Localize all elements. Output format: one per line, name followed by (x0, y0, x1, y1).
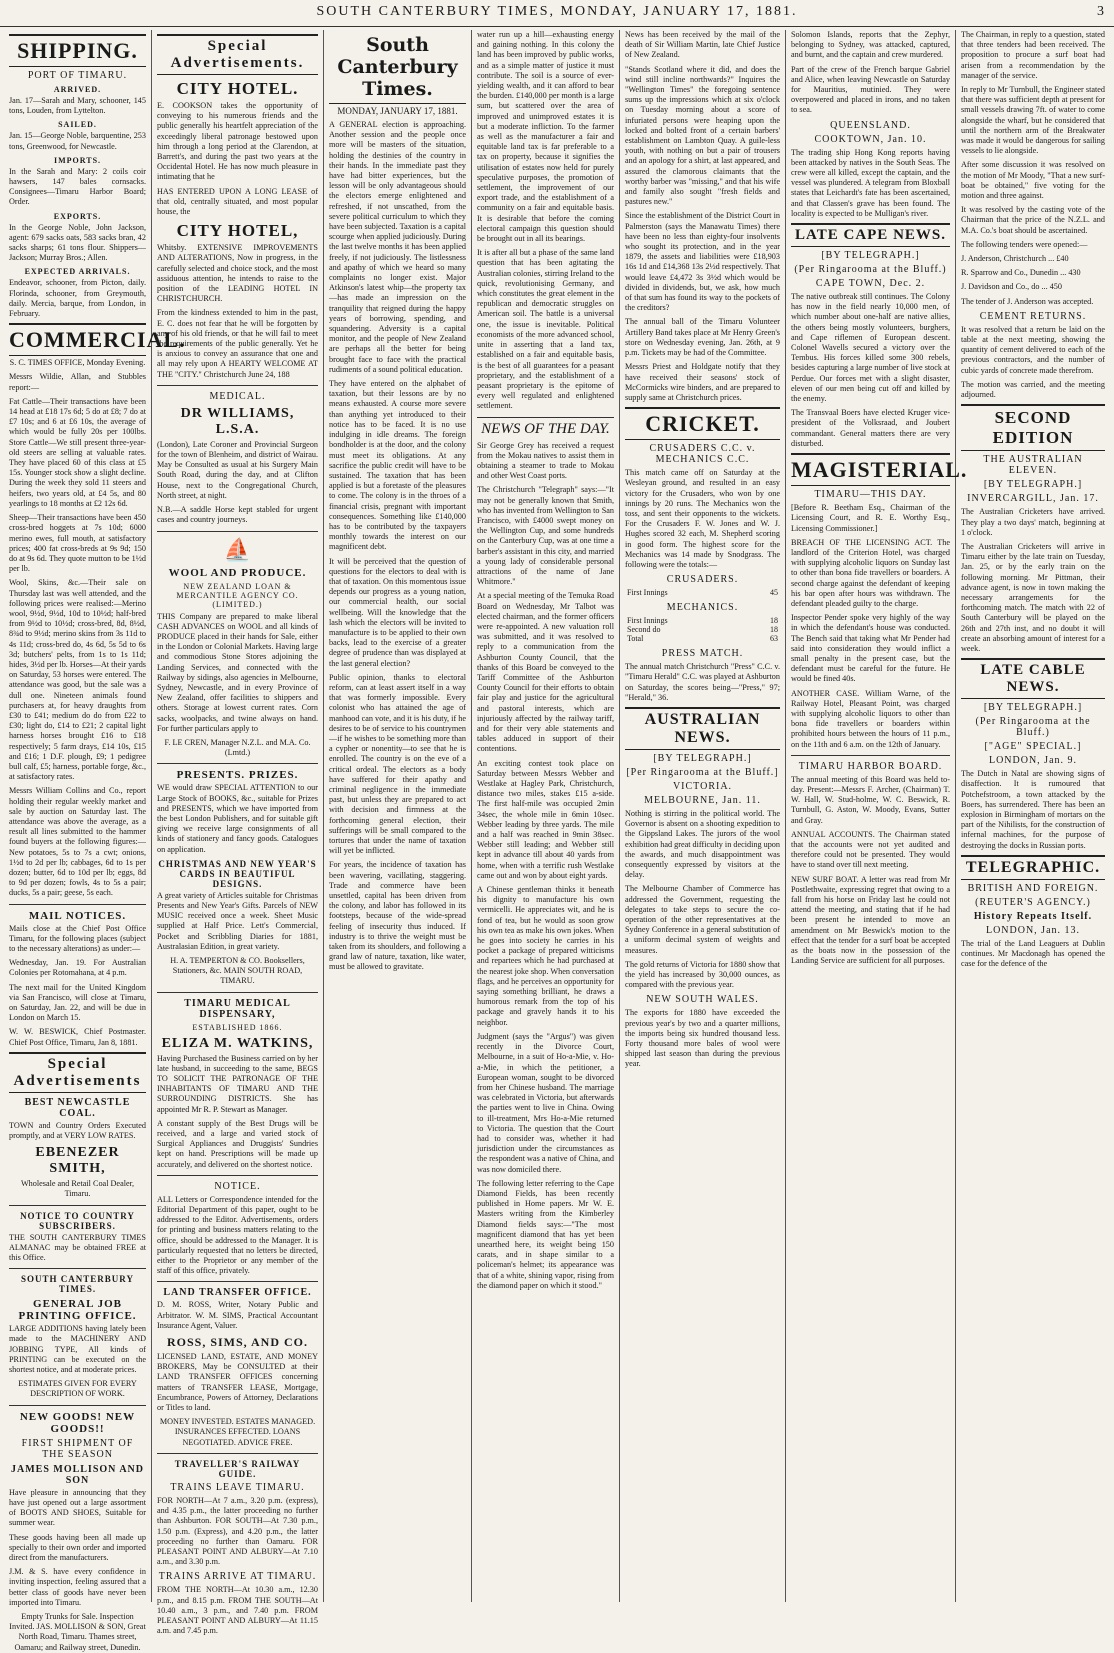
total-label: Total (627, 634, 644, 644)
masthead (0, 0, 1114, 27)
printing-subheading: GENERAL JOB PRINTING OFFICE. (18, 1298, 137, 1323)
harbor-board-text: The motion was carried, and the meeting adjourned. (961, 379, 1105, 400)
exports-label: EXPORTS. (53, 211, 102, 221)
magisterial-text: Inspector Pender spoke very highly of the way in which the defendant's house was conducted. The Bench said that taking what Mr Pender had said into consideration they would inflict a small penalty in the present case, but the defendant must be careful for the future. He would be fined 40s. (791, 613, 950, 684)
harbor-board-text: The following tenders were opened:— (961, 239, 1088, 249)
doctor-name: DR WILLIAMS, L.S.A. (180, 405, 295, 437)
telegraphic-headline: History Repeats Itself. (973, 910, 1093, 922)
land-office-text: D. M. ROSS, Writer, Notary Public and Arbitrator. W. M. SIMS, Practical Accountant Insurance Agent, Valuer. (157, 1300, 318, 1330)
table-row (625, 588, 780, 597)
queensland-heading: QUEENSLAND. (830, 119, 911, 131)
land-office-text: MONEY INVESTED. ESTATES MANAGED. INSURANCES EFFECTED. LOANS NEGOTIATED. ADVICE FREE. (159, 1417, 316, 1447)
press-match-heading: PRESS MATCH. (661, 648, 744, 660)
harbor-board-text: ANNUAL ACCOUNTS. The Chairman stated that the accounts were not yet audited and therefore could not be presented. They would have to stand over till next meeting. (791, 829, 950, 870)
divider (9, 1205, 146, 1206)
sailing-ship-icon: ⛵ (223, 536, 252, 562)
queensland-text: The trading ship Hong Kong reports having been attacked by natives in the South Seas. The crew were all killed, except the captain, and the vessel was plundered. A telegram from Bloxball states that Leichardt's fate has been ascertained, and that Classen's grave has been found. The locality is expected to be Mulligan's river. (791, 147, 950, 218)
hotel-text: E. COOKSON takes the opportunity of conveying to his numerous friends and the public generally his heartfelt appreciation of the exceedingly liberal patronage bestowed upon him through a long period at the Clarendon, at Barrett's, and during the past two years at the Occidental Hotel. He has now much pleasure in intimating that he (157, 101, 318, 182)
cards-heading: CHRISTMAS AND NEW YEAR'S CARDS IN BEAUTIFUL DESIGNS. (158, 858, 317, 889)
news-item: Since the establishment of the District Court in Palmerston (says the Manawatu Times) there have been no less than eighty-four insolvents who sought its protection, and in the year 1879, the assets and liabilities were £18,903 16s 1d and £14,368 13s 2½d respectively. That would leave £4,472 3s 3½d which would be divided in dividends, but, we ask, how much of that sum has found its way to the pockets of the creditors? (625, 211, 780, 313)
cards-text: A great variety of Articles suitable for Christmas Presents and New Year's Gifts. Parcels of NEW MUSIC received once a week. Sheet Music supplied at Half Price. Lett's Commercial, Pocket and Scribbling Diaries for 1881, Australasian Edition, in great variety. (157, 890, 318, 951)
cement-label: CEMENT RETURNS. (979, 310, 1087, 322)
presents-heading: PRESENTS. PRIZES. (176, 769, 299, 782)
crusaders-label: CRUSADERS. (666, 574, 739, 586)
dispensary-text: Having Purchased the Business carried on by her late husband, in succeeding to the same, BEGS TO SOLICIT THE PATRONAGE OF THE INHABITANTS OF TIMARU AND THE SURROUNDING DISTRICTS. She has appointed Mr R. P. Stewart as Manager. (157, 1053, 318, 1114)
crusaders-score-table (625, 588, 780, 597)
telegraphic-dateline: LONDON, Jan. 13. (985, 924, 1081, 936)
presents-text: WE would draw SPECIAL ATTENTION to our Large Stock of BOOKS, &c., suitable for Prizes and PRESENTS, which we have imported from the best London Publishers, and for suitable gift giving we receive large consignments of all kinds of stationery and fancy goods. Catalogues on application. (157, 783, 318, 854)
cape-news-heading: LATE CAPE NEWS. (791, 223, 950, 247)
magisterial-subheading: TIMARU—THIS DAY. (814, 489, 927, 501)
railway-heading: TRAVELLER'S RAILWAY GUIDE. (174, 1458, 301, 1479)
victoria-dateline: MELBOURNE, Jan. 11. (644, 794, 761, 806)
divider (157, 385, 318, 386)
hotel-text: From the kindness extended to him in the past, E. C. does not fear that he will be forgotten by any of his old friends, or that he will fail to meet the requirements of the public generally. Yet he is anxious to convey an assurance that one and all may rely upon A HEARTY WELCOME AT THE "CITY." Christchurch June 24, 188 (157, 308, 318, 379)
magisterial-heading: MAGISTERIAL. (791, 453, 950, 486)
dispensary-owner: ELIZA M. WATKINS, (161, 1035, 314, 1051)
printing-text: LARGE ADDITIONS having lately been made to the MACHINERY AND JOBBING TYPE, All kinds of PRINTING can be executed on the shortest notice, and at moderate prices. (9, 1324, 146, 1375)
railway-subheading: TRAINS ARRIVE AT TIMARU. (158, 1571, 317, 1583)
cape-text: The Transvaal Boers have elected Kruger vice-president of the Volksraad, and Joubert commandant. General matters there are very disturbed. (791, 408, 950, 448)
news-item: At a special meeting of the Temuka Road Board on Wednesday, Mr Talbot was elected chairman, and the former officers were re-appointed. A new valuation roll was submitted, and it was resolved to reply to a communication from the Ashburton County Council, that the thanks of this Board be conveyed to the Tariff Committee of the Ashburton County Council for their efforts to obtain fair play and justice for the agricultural and pastoral interests, which are injuriously affected by the railway tariff, and for their very able statements and tables adduced in support of their contentions. (477, 591, 614, 754)
medical-text: (London), Late Coroner and Provincial Surgeon for the town of Blenheim, and district of Wairau. May be Consulted as usual at his Surgery Main South Road, during the day, and at Clifton House, next to the Congregational Church, North street, at night. (157, 439, 318, 500)
mechanics-score-table (625, 616, 780, 643)
imports-label: IMPORTS. (53, 155, 102, 165)
subscribers-heading: NOTICE TO COUNTRY SUBSCRIBERS. (20, 1210, 135, 1231)
mail-signature: W. W. BESWICK, Chief Postmaster. Chief Post Office, Timaru, Jan 8, 1881. (9, 1027, 146, 1047)
special-ads-heading: Special Advertisements. (157, 34, 318, 75)
via-tag: [Per Ringarooma at the Bluff.] (626, 766, 779, 778)
medical-text: N.B.—A saddle Horse kept stabled for urgent cases and country journeys. (157, 505, 318, 525)
hotel-heading: CITY HOTEL. (176, 79, 299, 98)
wool-text: THIS Company are prepared to make liberal CASH ADVANCES on WOOL and all kinds of PRODUCE placed in their hands for Sale, either in the London or Colonial Markets. Having large and commodious Stone Stores adjoining the Landing Services, and connected with the Railway by sidings, also agencies in Melbourne, Sydney, Newcastle, and in every Province of New Zealand, offer facilities to shippers and others. Storage at lowest current rates. Corn sacks, woolpacks, and twine always on hand. For further particulars apply to (157, 611, 318, 733)
telegraph-tag: [BY TELEGRAPH.] (653, 752, 752, 764)
railway-text: FOR NORTH—At 7 a.m., 3.20 p.m. (express), and 4.35 p.m., the latter proceeding no further than Ashburton. FOR SOUTH—At 7.30 p.m., 1.50 p.m. (Express), and 4.20 p.m., the latter proceeding no further than Oamaru. FOR PLEASANT POINT AND ALBURY—At 7.10 a.m., and 3.30 p.m. (157, 1495, 318, 1567)
divider (157, 992, 318, 993)
harbor-board-heading: TIMARU HARBOR BOARD. (798, 760, 943, 772)
goods-text: Empty Trunks for Sale. Inspection Invited. JAS. MOLLISON & SON, Great North Road, Timaru. Thames street, Oamaru; and Railway street, Dunedin. (9, 1611, 146, 1652)
mail-paragraph: The next mail for the United Kingdom via San Francisco, will close at Timaru, on Saturday, Jan. 22, and will be due in London on March 15. (9, 982, 146, 1023)
divider (157, 1175, 318, 1176)
innings-label: First Innings (627, 588, 668, 598)
divider (157, 763, 318, 764)
arrived-label: ARRIVED. (53, 85, 102, 94)
printing-heading: SOUTH CANTERBURY TIMES. (21, 1274, 134, 1295)
eleven-heading: THE AUSTRALIAN ELEVEN. (983, 454, 1083, 477)
commercial-paragraph: Fat Cattle—Their transactions have been 14 head at £18 17s 6d; 5 do at £8; 7 do at £7 10s; and 6 at £6 10s, the average of which would be fully 20s per 100lbs. Store Cattle—We still present three-year-old steers are selling at valuable rates. They have placed 60 of this class at £5 15s. Younger stock show a slight decline. During the week they sold 11 steers and heifers, two years old, at £4 5s, and 80 yearlings to 18 months at £2 12s 6d. (9, 396, 146, 508)
dispensary-text: A constant supply of the Best Drugs will be received, and a large and varied stock of Surgical Appliances and Druggists' Sundries kept on hand. Prescriptions will be made up accurately, and delivered on the shortest notice. (157, 1118, 318, 1169)
land-office-firm: ROSS, SIMS, AND CO. (166, 1335, 309, 1350)
victoria-text: The gold returns of Victoria for 1880 show that the yield has increased by 30,000 ounces, as compared with the previous year. (625, 959, 780, 990)
goods-merchant-name: JAMES MOLLISON AND SON (10, 1463, 144, 1486)
exports-text: In the George Noble, John Jackson, agent: 679 sacks oats, 583 sacks bran, 42 sacks sharps; 61 tons flour. Shippers—Jackson; Murray Bros.; Allen. (9, 222, 146, 263)
goods-text: These goods having been all made up specially to their own order and imported direct from the manufacturers. (9, 1532, 146, 1562)
nsw-text: The exports for 1880 have exceeded the previous year's by two and a quarter millions, the imports being six hundred thousand less. Forty thousand more bales of wool were shipped last season than during the previous year. (625, 1008, 780, 1069)
goods-text: Have pleasure in announcing that they have just opened out a large assortment of BOOTS AND SHOES, Suitable for summer wear. (9, 1487, 146, 1528)
divider (9, 904, 146, 905)
commercial-paragraph: Sheep—Their transactions have been 450 cross-bred hoggets at 7s 10d; 6000 merino ewes, full mouth, at satisfactory prices; 400 fat cross-breds at 9s 9d; 150 do at 9s 6d. They quote mutton to be 1½d per lb. (9, 513, 146, 574)
column-3 (324, 30, 472, 1602)
divider (9, 1268, 146, 1269)
expected-text: Endeavor, schooner, from Picton, daily. Florinda, schooner, from Greymouth, daily. Mercia, barque, from London, in February. (9, 278, 146, 319)
divider (157, 1281, 318, 1282)
coal-heading: BEST NEWCASTLE COAL. (24, 1096, 131, 1119)
commercial-heading: COMMERCIAL. (9, 323, 146, 356)
notice-heading: NOTICE. (214, 1180, 261, 1192)
agency-tag: (REUTER'S AGENCY.) (975, 896, 1091, 908)
column-4 (472, 30, 620, 1602)
newspaper-nameplate: South Canterbury Times. (329, 34, 466, 104)
railway-text: FROM THE NORTH—At 10.30 a.m., 12.30 p.m., and 8.15 p.m. FROM THE SOUTH—At 10.40 a.m., 3 p.m., and 7.40 p.m. FROM PLEASANT POINT AND ALBURY—At 11.15 a.m. and 7.45 p.m. (157, 1585, 318, 1636)
mail-paragraph: Mails close at the Chief Post Office Timaru, for the following places (subject to the necessary alterations) as under:— (9, 923, 146, 954)
column-6 (786, 30, 968, 1602)
news-item: Part of the crew of the French barque Gabriel and Alice, when leaving Newcastle on Saturday for Mauritius, mutinied. They were overpowered and placed in irons, and no taken to sea. (791, 64, 950, 115)
shipping-heading: SHIPPING. (9, 34, 146, 67)
magisterial-text: [Before R. Beetham Esq., Chairman of the Licensing Court, and R. E. Worthy Esq., Licensing Commissioner.] (791, 503, 950, 533)
total-score: 63 (770, 634, 778, 644)
second-edition-heading: SECOND EDITION (961, 404, 1105, 451)
harbor-board-text: In reply to Mr Turnbull, the Engineer stated that there was sufficient depth at present for small vessels drawing 7ft. of water to come alongside the wharf, but he considered that until the northern arm of the Breakwater was made it would be dangerous for sailing vessels to lie alongside. (961, 85, 1105, 156)
press-match-text: The annual match Christchurch "Press" C.C. v. "Timaru Herald" C.C. was played at Ashburton on Saturday, the scores being—"Press," 97; "Herald," 36. (625, 662, 780, 702)
telegraph-tag: [BY TELEGRAPH.] (821, 250, 920, 262)
cape-text: The native outbreak still continues. The Colony has now in the field nearly 10,000 men, of which number about one-half are native allies, the others being mostly volunteers, burghers, and Cape riflemen of European descent. Colonel Wavells secured a victory over the Tembus. His forces killed some 300 rebels, besides capturing a large number of live stock at Perdue. Our forces met with a slight disaster, eleven of our men being cut off and killed by the enemy. (791, 292, 950, 404)
coal-text: TOWN and Country Orders Executed promptly, and at VERY LOW RATES. (9, 1120, 146, 1141)
telegraph-tag: [BY TELEGRAPH.] (983, 479, 1083, 491)
booksellers-signature: H. A. TEMPERTON & CO. Booksellers, Stationers, &c. MAIN SOUTH ROAD, TIMARU. (170, 955, 305, 986)
news-item: An exciting contest took place on Saturday between Messrs Webber and Westlake at Hagley Park, Christchurch, distance two miles, stakes £15 a-side. The first half-mile was occupied 2min 34sec, the whole mile in 6min 10sec. Webber leading by three yards. The mile and a half was reached in 9min 38sec. Webber still leading; and Webber still kept in advance till about 40 yards from home, when with a terrific rush Westlake came out and won by about eight yards. (477, 758, 614, 880)
special-tag: ["AGE" SPECIAL.] (984, 741, 1082, 753)
columns (4, 30, 1110, 1652)
cricket-report: This match came off on Saturday at the Wesleyan ground, and resulted in an easy victory for the Crusaders, who won by one innings by 20 runs. The Mechanics won the toss, and sent their opponents to the wickets. For the Crusaders F. W. Jones and W. J. Hughes scored 32 each, M. Shepherd scoring in good form. The highest score for the Mechanics was 14 made by Snodgrass. The following were the totals:— (625, 468, 780, 569)
notice-text: ALL Letters or Correspondence intended for the Editorial Department of this paper, ought to be addressed to the Editor. Advertisements, orders for printing and business matters relating to the office, should be addressed to the Manager. It is particularly requested that no letters be directed, either to the Proprietor or any member of the staff of this office, privately. (157, 1194, 318, 1276)
coal-text: Wholesale and Retail Coal Dealer, Timaru. (20, 1179, 135, 1199)
column-1 (4, 30, 186, 1652)
tender-line: J. Davidson and Co., do ... 450 (961, 282, 1062, 292)
cape-dateline: CAPE TOWN, Dec. 2. (815, 278, 926, 290)
news-of-the-day-heading: NEWS OF THE DAY. (477, 417, 614, 438)
commercial-paragraph: Wool, Skins, &c.—Their sale on Thursday last was well attended, and the following prices were realised:—Merino wool, 9½d, 9½d, 10d to 10½d; half-bred from 9½d to 10½d; cross-bred, 8d, 8½d, 8¾d to 9½d; merino skins from 3s 11d to 4s 11d; cross-bred do, 4s 6d, 5s 5d to 6s 3d; butchers' pelts, from 1s to 1s 11d; hides, 3½d per lb. Horses—At their yards on Saturday, 53 horses were entered. The attendance was good, but the sale was a dull one. Nineteen animals found purchasers at, for heavy draughts from £30 to £41; medium do do from £22 to £30; light do, £14 to £21; 2 capital light harness horses brought £16 to £18 respectively; 5 farm drays, £14 10s, £15 and £16; 1 D.F. plough, £9; 1 pedigree bull calf, £5; harness, portable forge, &c., at satisfactory rates. (9, 578, 146, 782)
harbor-board-text: After some discussion it was resolved on the motion of Mr Moody, "That a new surf-boat be obtained," five voting for the motion and three against. (961, 160, 1105, 201)
harbor-board-text: It was resolved by the casting vote of the Chairman that the price of the N.Z.L. and M.A. Co.'s boat should be ascertained. (961, 205, 1105, 235)
hotel-name: CITY HOTEL, (176, 221, 299, 241)
mail-paragraph: Wednesday, Jan. 19. For Australian Colonies per Rotomahana, at 4 p.m. (9, 958, 146, 978)
innings-label: Second do (627, 625, 661, 635)
arrived-text: Jan. 17—Sarah and Mary, schooner, 145 tons, Louden, from Lyttelton. (9, 96, 146, 116)
victoria-heading: VICTORIA. (672, 780, 733, 792)
harbor-board-text: The tender of J. Anderson was accepted. (961, 296, 1094, 306)
divider (9, 1405, 146, 1406)
column-5 (620, 30, 786, 1602)
news-item: The Christchurch "Telegraph" says:—"It may not be generally known that Smith, who has invented from Wellington to San Francisco, with £4000 swept money on the Wellington Cup, and some hundreds on the Canterbury Cup, was at one time a barber's assistant in this city, and married a young lady of considerable personal attractions of the name of Jane Whitmore." (477, 485, 614, 587)
railway-subheading: TRAINS LEAVE TIMARU. (170, 1481, 305, 1493)
news-item: News has been received by the mail of the death of Sir William Martin, late Chief Justice of New Zealand. (625, 30, 780, 60)
printing-text: ESTIMATES GIVEN FOR EVERY DESCRIPTION OF WORK. (18, 1379, 137, 1399)
innings-score: 18 (770, 616, 778, 626)
goods-heading: NEW GOODS! NEW GOODS!! (19, 1410, 136, 1435)
cable-text: The Dutch in Natal are showing signs of disaffection. It is rumoured that Potchefstroom, a town attacked by the Boers, has surrendered. There has been an explosion in Birmingham of mortars on the part of the Nihilists, for the construction of infernal machines, for the purpose of destroying the docks in Russian ports. (961, 769, 1105, 850)
wool-subheading: NEW ZEALAND LOAN & MERCANTILE AGENCY CO. (LIMITED.) (176, 581, 299, 609)
expected-label: EXPECTED ARRIVALS. (24, 267, 131, 277)
dateline: MONDAY, JANUARY 17, 1881. (337, 106, 458, 116)
cable-dateline: LONDON, Jan. 9. (988, 755, 1078, 767)
special-ads-heading: Special Advertisements (9, 1052, 146, 1093)
dispensary-heading: TIMARU MEDICAL DISPENSARY, (184, 997, 291, 1020)
victoria-text: The Melbourne Chamber of Commerce has addressed the Government, requesting the delegates to take steps to secure the co-operation of the other representatives at the Sydney Conference in a general substitution of a uniform decimal system of weights and measures. (625, 884, 780, 955)
cricket-subheading: CRUSADERS C.C. v. MECHANICS C.C. (649, 443, 756, 466)
eleven-text: The Australian Cricketers have arrived. They play a two days' match, beginning at 1 o'clock. (961, 507, 1105, 537)
eleven-text: The Australian Cricketers will arrive in Timaru either by the late train on Tuesday, Jan. 25, or by the early train on the following morning. Mr Pittman, their advance agent, is now in town making the necessary arrangements for the forthcoming match. The match with 22 of South Canterbury will be played on the 26th and 27th inst, and no doubt it will create an absorbing amount of interest for a week. (961, 541, 1105, 653)
telegraphic-heading: TELEGRAPHIC. (961, 855, 1105, 880)
cable-news-heading: LATE CABLE NEWS. (961, 658, 1105, 699)
editorial-paragraph: They have entered on the alphabet of taxation, but their lessons are by no means exhausted. A course more severe than anything yet introduced to their notice has to be faced. It is no use indulging in idle dreams. The foreign bondholder is at the door, and the colony must meet its obligations. At any sacrifice the public credit will have to be sustained. The taxation that has been applied is but a foretaste of the pleasures to come. The colony is in the throes of a financial crisis, pregnant with important consequences. Something like £140,000 has to be contributed by the taxpayers monthly towards the interest on our magnificent debt. (329, 379, 466, 552)
page-number: 3 (1097, 4, 1106, 19)
telegraph-tag: [BY TELEGRAPH.] (983, 702, 1083, 714)
news-item: Sir George Grey has received a request from the Mokau natives to assist them in obtaining a steamer to trade to Mokau and other West Coast ports. (477, 440, 614, 481)
office-line: S. C. TIMES OFFICE, Monday Evening. (9, 358, 146, 368)
eleven-dateline: INVERCARGILL, Jan. 17. (967, 493, 1099, 505)
editorial-paragraph: It will be perceived that the question of questions for the electors to deal with is that of taxation. On this momentous issue depends our progress as a young nation, our commercial health, our social wellbeing. Will the knowledge that the lash which the electors will be invited to manufacture is to be applied to their own backs, lead to the exercise of a greater degree of prudence than was displayed at the last general election? (329, 556, 466, 668)
news-item: The annual ball of the Timaru Volunteer Artillery Band takes place at Mr Henry Green's store on Wednesday evening, Jan. 26th, at 9 p.m. Tickets may be had of the Committee. (625, 317, 780, 358)
news-item: A Chinese gentleman thinks it beneath his dignity to manufacture his own vermicelli. He appreciates wit, and he is fond of tea, but he would as soon grow his own tea as make his own jokes. When he goes into society he carries in his pocket a package of prepared witticisms and repartees which he had purchased at the nearest joke shop. When conversation flags, and he perceives an opportunity for saying something brilliant, he draws a humorous remark from the top of his package and gravely hands it to his neighbor. (477, 885, 614, 1027)
imports-text: In the Sarah and Mary: 2 coils coir hawsers, 147 bales cornsacks. Consignees—Timaru Harbor Board; Order. (9, 166, 146, 207)
editorial-paragraph: For years, the incidence of taxation has been wavering, vacillating, staggering. Trade and commerce have been unsettled, capital has been driven from the colony, and labor has followed in its footsteps, because of the wide-spread feeling of insecurity thus induced. If industry is to thrive the weight must be taken from its shoulders, and following a grand law of nature, taxation, like water, must be allowed to gravitate. (329, 860, 466, 972)
coal-merchant-name: EBENEZER SMITH, (35, 1145, 120, 1177)
cricket-heading: CRICKET. (625, 407, 780, 440)
column-7 (956, 30, 1110, 1602)
harbor-board-text: It was resolved that a return be laid on the table at the next meeting, showing the quantity of cement delivered to each of the previous contractors, and the number of cubic yards of concrete made therefrom. (961, 324, 1105, 375)
goods-text: J.M. & S. have every confidence in inviting inspection, feeling assured that a better class of goods have never been imported into Timaru. (9, 1567, 146, 1607)
dispensary-established: ESTABLISHED 1866. (192, 1022, 283, 1032)
mechanics-label: MECHANICS. (666, 602, 739, 614)
magisterial-text: ANOTHER CASE. William Warne, of the Railway Hotel, Pleasant Point, was charged with supplying alcoholic liquors to other than bona fide travellers or boarders within prohibited hours between the hours of 11 p.m., on the 11th and 6 a.m. on the 12th of January. (791, 688, 950, 749)
land-office-text: LICENSED LAND, ESTATE, AND MONEY BROKERS, May be CONSULTED at their LAND TRANSFER OFFICES concerning matters of TRANSFER LEASE, Mortgage, Encumbrance, Powers of Attorney, Declarations or Titles to land. (157, 1352, 318, 1413)
harbor-board-text: The annual meeting of this Board was held to-day. Present:—Messrs F. Archer, (Chairman) T. W. Hall, W. Stud-holme, W. C. Beswick, R. Turnbull, G. Aston, W. Moody, Evans, Sutter and Gray. (791, 774, 950, 825)
column-2 (152, 30, 324, 1636)
news-item: Judgment (says the "Argus") was given recently in the Divorce Court, Melbourne, in a suit of Ho-a-Mie, v. Ho-a-Mie, in which the petitioner, a European woman, sought to be divorced from her Chinese husband. The marriage was celebrated in Victoria, but afterwards the parties went to live in China. Owing to ill-treatment, Mrs Ho-a-Mie returned to Victoria. The question that the Court had to consider was, whether it had jurisdiction under the circumstances as the respondent was a native of China, and was now domiciled there. (477, 1031, 614, 1174)
divider (157, 1453, 318, 1454)
medical-label: MEDICAL. (209, 390, 266, 402)
news-item: Messrs Priest and Holdgate notify that they have received their seasons' stock of McCormicks wire binders, and are prepared to supply same at Christchurch prices. (625, 362, 780, 402)
tender-line: J. Anderson, Christchurch ... £40 (961, 254, 1069, 264)
australian-news-heading: AUSTRALIAN NEWS. (625, 707, 780, 750)
innings-label: First Innings (627, 616, 668, 626)
sailed-label: SAILED. (58, 120, 97, 130)
telegraphic-text: The trial of the Land Leaguers at Dublin continues. Mr Macdonagh has opened the case for the defence of the (961, 938, 1105, 969)
table-row (625, 634, 780, 643)
commercial-paragraph: Messrs William Collins and Co., report holding their regular weekly market and sale by auction on Saturday last. The attendance was above the average, as a result all lines submitted to the hammer found buyers at the following figures:—New potatoes, 5s to 7s a cwt; onions, 1½d to 2d per lb; cabbages, 6d to 1s per dozen; butter, 6d to 10d per lb; eggs, 8d to 9d per dozen; fowls, 4s to 5s a pair; ducks, 5s a pair; geese, 5s each. (9, 786, 146, 898)
hotel-text: Whitsby. EXTENSIVE IMPROVEMENTS AND ALTERATIONS, Now in progress, in the carefully selected and choice stock, and the most assiduous attention, he intends to raise to the position of the LEADING HOTEL IN CHRISTCHURCH. (157, 243, 318, 304)
divider (157, 531, 318, 532)
table-row (625, 625, 780, 634)
harbor-board-text: The Chairman, in reply to a question, stated that three tenders had been received. The proposition to procure a surf boat had arisen from a recommendation by the manager of the service. (961, 30, 1105, 80)
editorial-paragraph: A GENERAL election is approaching. Another session and the people once more will be masters of the situation, holding the destinies of the country in their hands. In the immediate past they have had bitter experiences, but the lesson will be only advantageous should the electors emerge enlightened and refreshed, if not unscathed, from the severe political curriculum to which they have been subjected. Taxation is a capital scourge when applied judiciously. During the last twelve months it has been applied freely, if not judiciously. The listlessness and apathy of which we heard so many complaints no longer exist. Major Atkinson's latest whip—the property tax—has made an impression on the tranquility that reigned during the happy years of borrowing, spending, and squandering. Adversity is a capital monitor, and the people of New Zealand are perhaps all the better for being brought face to face with the practical rudiments of a sound political education. (329, 120, 466, 374)
editorial-paragraph: It is after all but a phase of the same land question that has been agitating the Australian colonies, stirring Ireland to the quick, revolutionising Germany, and which constitutes the great element in the republican and democratic struggles on American soil. The battle is a universal one, the issue is inevitable. Political economists of the more advanced school, unite in asserting that a land tax, established on a fair and equitable basis, is the best of all guarantees for a peasant proprietary, and the establishment of a peasant proprietary is the epitome of every well regulated and enlightened settlement. (477, 248, 614, 411)
land-office-heading: LAND TRANSFER OFFICE. (163, 1287, 312, 1299)
telegraphic-subheading: BRITISH AND FOREIGN. (967, 882, 1099, 894)
divider (791, 755, 950, 756)
innings-score: 45 (770, 588, 778, 598)
port-heading: PORT OF TIMARU. (27, 70, 128, 81)
tender-line: R. Sparrow and Co., Dunedin ... 430 (961, 268, 1081, 278)
harbor-board-text: NEW SURF BOAT. A letter was read from Mr Postlethwaite, expressing regret that owing to a fall from his horse on Friday last he could not attend the meeting, and stating that if he had been present he intended to move an amendment on Mr Beswick's motion to the effect that the tender for a surf boat be accepted as the boats now in the possession of the Landing Service are sufficient for all purposes. (791, 874, 950, 966)
queensland-dateline: COOKTOWN, Jan. 10. (814, 133, 927, 145)
goods-subheading: FIRST SHIPMENT OF THE SEASON (21, 1437, 134, 1460)
editorial-paragraph: water run up a hill—exhausting energy and gaining nothing. In this colony the land has been improved by public works, and as a simple matter of justice it must contribute. The soil is a source of ever-yielding wealth, and it can afford to bear the burden. £140,000 per month is a large sum, but scattered over the area of improved and unimproved estates it is but a moderate infliction. To the farmer as well as the manufacturer a fair and equitable land tax is far preferable to a tax on property, because it signifies the utilisation of estates now held for purely speculative purposes, the promotion of settlement, the improvement of our export trade, and the establishment of a community on a fair and equitable basis. It is desirable that before the coming electoral campaign this question should be brought out in all its bearings. (477, 30, 614, 244)
news-item: "Stands Scotland where it did, and does the wind still incline northwards?" Inquires the "Wellington Times" the foregoing sentence sums up the impressions which at six o'clock on Tuesday morning about a score of infuriated persons were heaping upon the locked and bolted front of a certain barbers' establishment on Lambton Quay. A guile-less youth, with nothing on but a pair of trousers and an apology for a shirt, at last appeared, and assured the clamorous claimants that the worthy barber was "missing," and that his wife and family also sought "fresh fields and pastures new." (625, 64, 780, 207)
masthead-title: SOUTH CANTERBURY TIMES, MONDAY, JANUARY 17, 1881. (316, 4, 798, 19)
wool-signature: F. LE CREN, Manager N.Z.L. and M.A. Co. (Lmtd.) (164, 737, 311, 758)
editorial-paragraph: Public opinion, thanks to electoral reform, can at least assert itself in a way that was formerly impossible. Every colonist who has attained the age of manhood can vote, and it is his duty, if he desires to be of service to his countrymen—if he wishes to be something more than a cypher or nonentity—to see that he is enrolled. The country is on the eve of a critical ordeal. The electors as a body have suffered for their apathy and criminal negligence in the immediate past, but unless they are prepared to act with decision and firmness at the forthcoming general election, their sufferings will be small compared to the tortures that under the name of taxation will yet be inflicted. (329, 672, 466, 856)
commercial-paragraph: Messrs Wildie, Allan, and Stubbles report:— (9, 372, 146, 392)
victoria-text: Nothing is stirring in the political world. The Governor is absent on a shooting expedition to the Gippsland Lakes. The jurors of the wool exhibition had great difficulty in deciding upon the awards, and much disappointment was consequently expressed by visitors at the delay. (625, 808, 780, 880)
innings-score: 18 (770, 625, 778, 635)
nsw-heading: NEW SOUTH WALES. (646, 994, 759, 1006)
news-item: The following letter referring to the Cape Diamond Fields, has been recently published in Home papers. Mr W. E. Masters writing from the Kimberley Diamond fields says:—"The most magnificent diamond that has yet been unearthed here, its weight being 150 carats, and in shape similar to a policeman's helmet; its appearance was that of a white, shining vapor, rising from the diamond paper on which it stood." (477, 1178, 614, 1290)
sailed-text: Jan. 15—George Noble, barquentine, 253 tons, Greenwood, for Newcastle. (9, 131, 146, 151)
subscribers-text: THE SOUTH CANTERBURY TIMES ALMANAC may be obtained FREE at this Office. (9, 1232, 146, 1263)
news-item: Solomon Islands, reports that the Zephyr, belonging to Sydney, was attacked, captured, and burnt, and the captain and crew murdered. (791, 30, 950, 60)
wool-heading: WOOL AND PRODUCE. (168, 566, 307, 579)
hotel-text: HAS ENTERED UPON A LONG LEASE of that old, centrally situated, and most popular house, the (157, 186, 318, 217)
mail-heading: MAIL NOTICES. (28, 909, 127, 922)
table-row (625, 616, 780, 625)
via-tag: (Per Ringarooma at the Bluff.) (975, 716, 1091, 739)
magisterial-text: BREACH OF THE LICENSING ACT. The landlord of the Criterion Hotel, was charged with supplying alcoholic liquors on Sunday last to other than bona fide travellers or boarders. A second charge against the defendant of keeping his bar open after hours was withdrawn. The defendant pleaded guilty to the charge. (791, 537, 950, 608)
via-tag: (Per Ringarooma at the Bluff.) (794, 264, 947, 276)
